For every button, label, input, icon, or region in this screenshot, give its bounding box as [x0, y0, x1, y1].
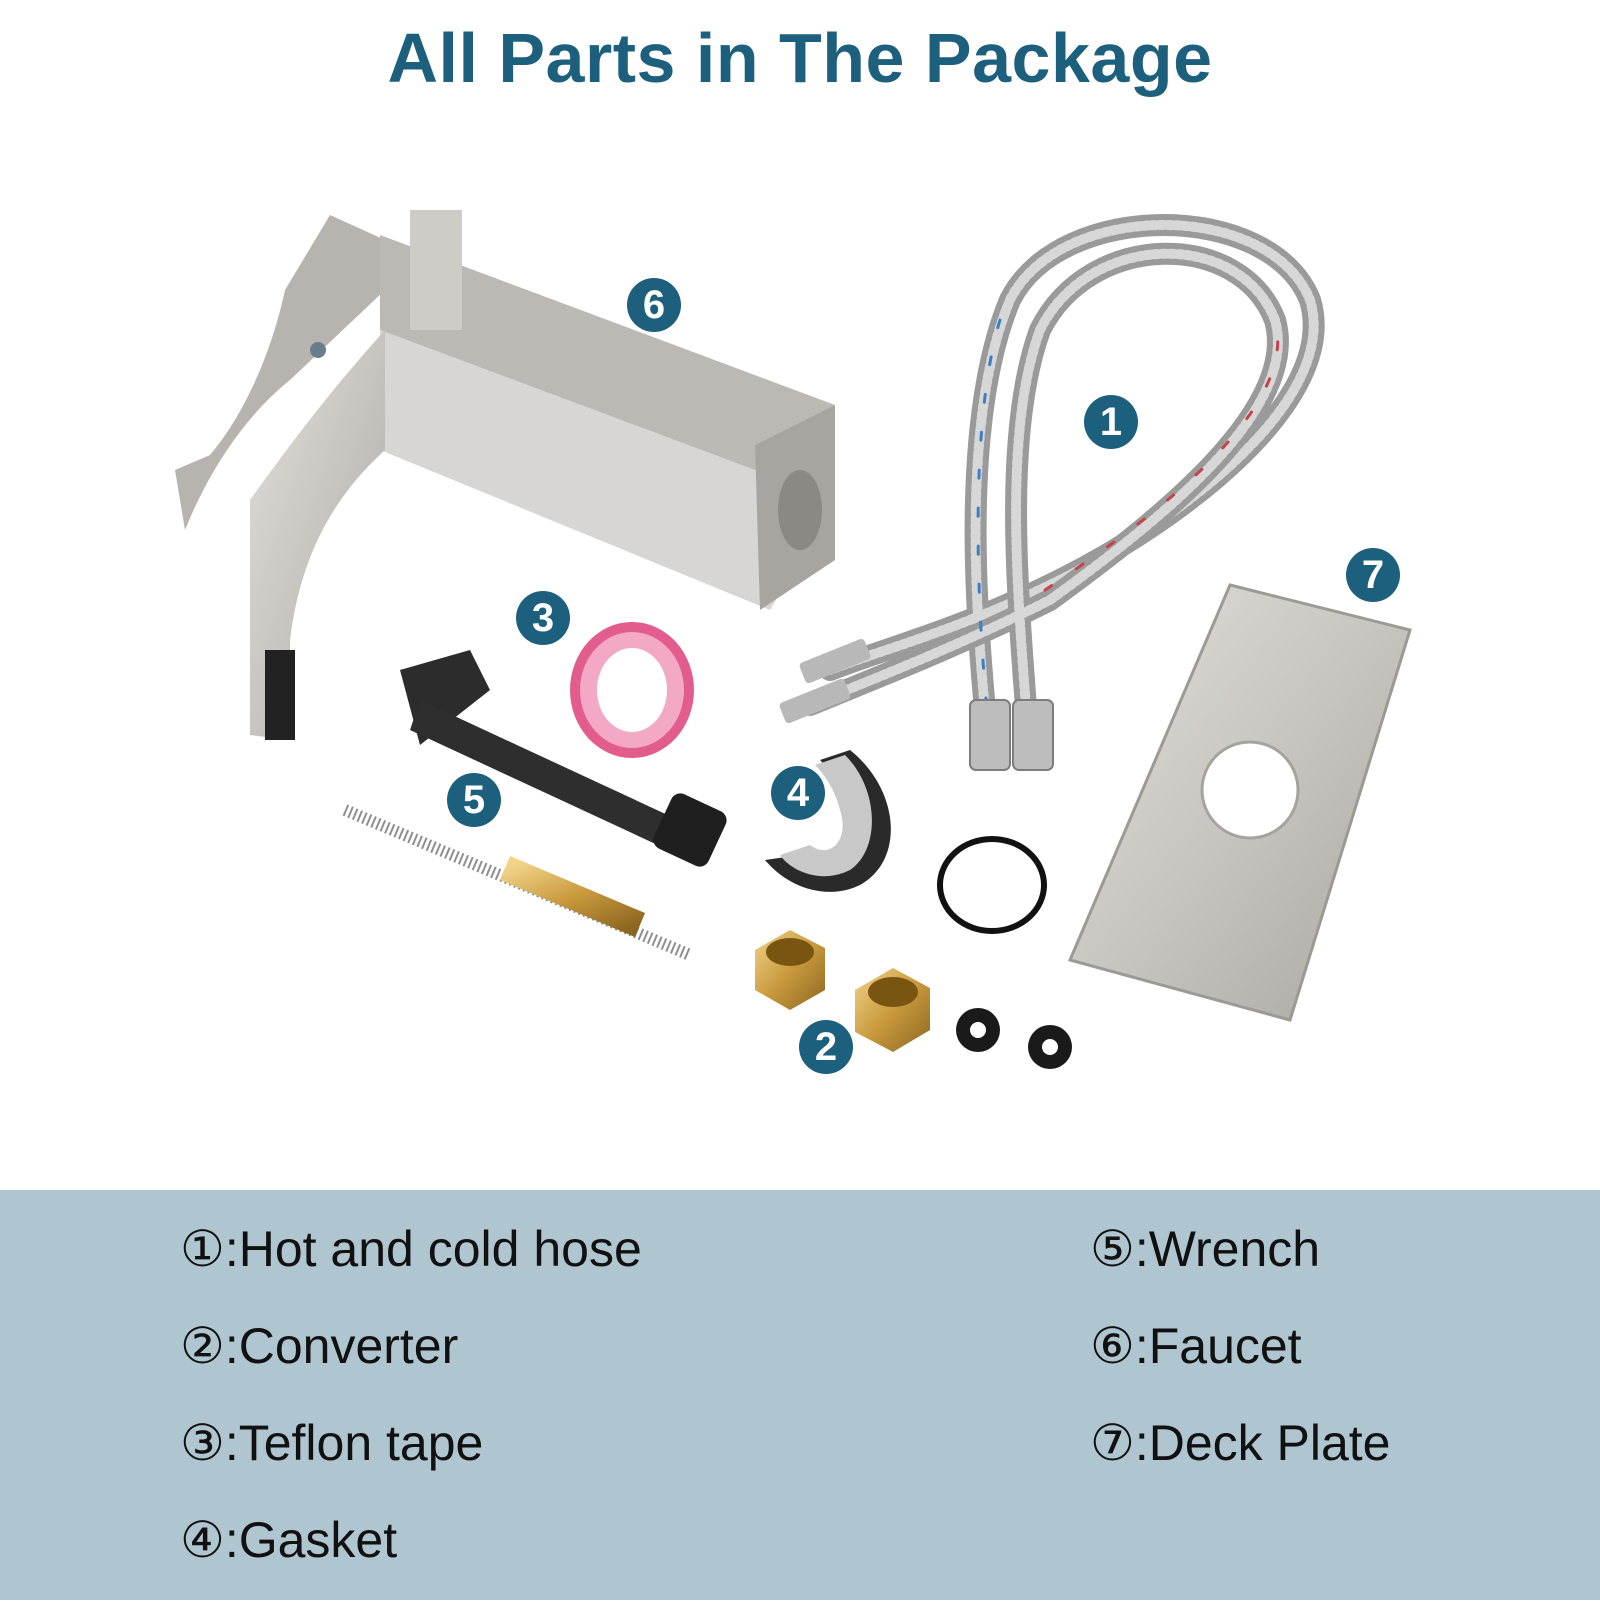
legend-label: :Hot and cold hose	[224, 1221, 642, 1277]
legend-label: :Faucet	[1134, 1318, 1302, 1374]
legend-number: ②	[180, 1317, 225, 1375]
badge-3: 3	[516, 591, 570, 645]
badge-2: 2	[799, 1020, 853, 1074]
legend-number: ⑦	[1090, 1414, 1135, 1472]
badge-5: 5	[447, 773, 501, 827]
legend-label: :Converter	[224, 1318, 459, 1374]
legend-item	[180, 1220, 642, 1317]
parts-illustration	[0, 130, 1600, 1190]
legend-item	[1090, 1220, 1391, 1317]
legend-item	[180, 1414, 642, 1511]
legend-label: :Deck Plate	[1134, 1415, 1391, 1471]
legend-number: ⑤	[1090, 1220, 1135, 1278]
legend-item	[180, 1317, 642, 1414]
badge-7: 7	[1346, 548, 1400, 602]
legend-item	[180, 1511, 642, 1608]
legend-label: :Gasket	[224, 1512, 398, 1568]
page-title: All Parts in The Package	[387, 19, 1213, 97]
parts-legend	[0, 1190, 1600, 1600]
badge-6: 6	[627, 278, 681, 332]
product-photo	[0, 130, 1600, 1190]
deck-plate-illustration	[1070, 585, 1410, 1020]
legend-item	[1090, 1317, 1391, 1414]
badge-1: 1	[1084, 395, 1138, 449]
legend-number: ④	[180, 1511, 225, 1569]
legend-number: ⑥	[1090, 1317, 1135, 1375]
o-ring-illustration	[940, 839, 1044, 931]
faucet-illustration	[175, 210, 835, 740]
legend-number: ③	[180, 1414, 225, 1472]
legend-number: ①	[180, 1220, 225, 1278]
legend-label: :Wrench	[1134, 1221, 1321, 1277]
legend-column-right	[1090, 1220, 1391, 1511]
badge-4: 4	[771, 766, 825, 820]
legend-item	[1090, 1414, 1391, 1511]
legend-label: :Teflon tape	[224, 1415, 484, 1471]
teflon-tape-illustration	[570, 622, 694, 758]
legend-column-left	[180, 1220, 642, 1608]
